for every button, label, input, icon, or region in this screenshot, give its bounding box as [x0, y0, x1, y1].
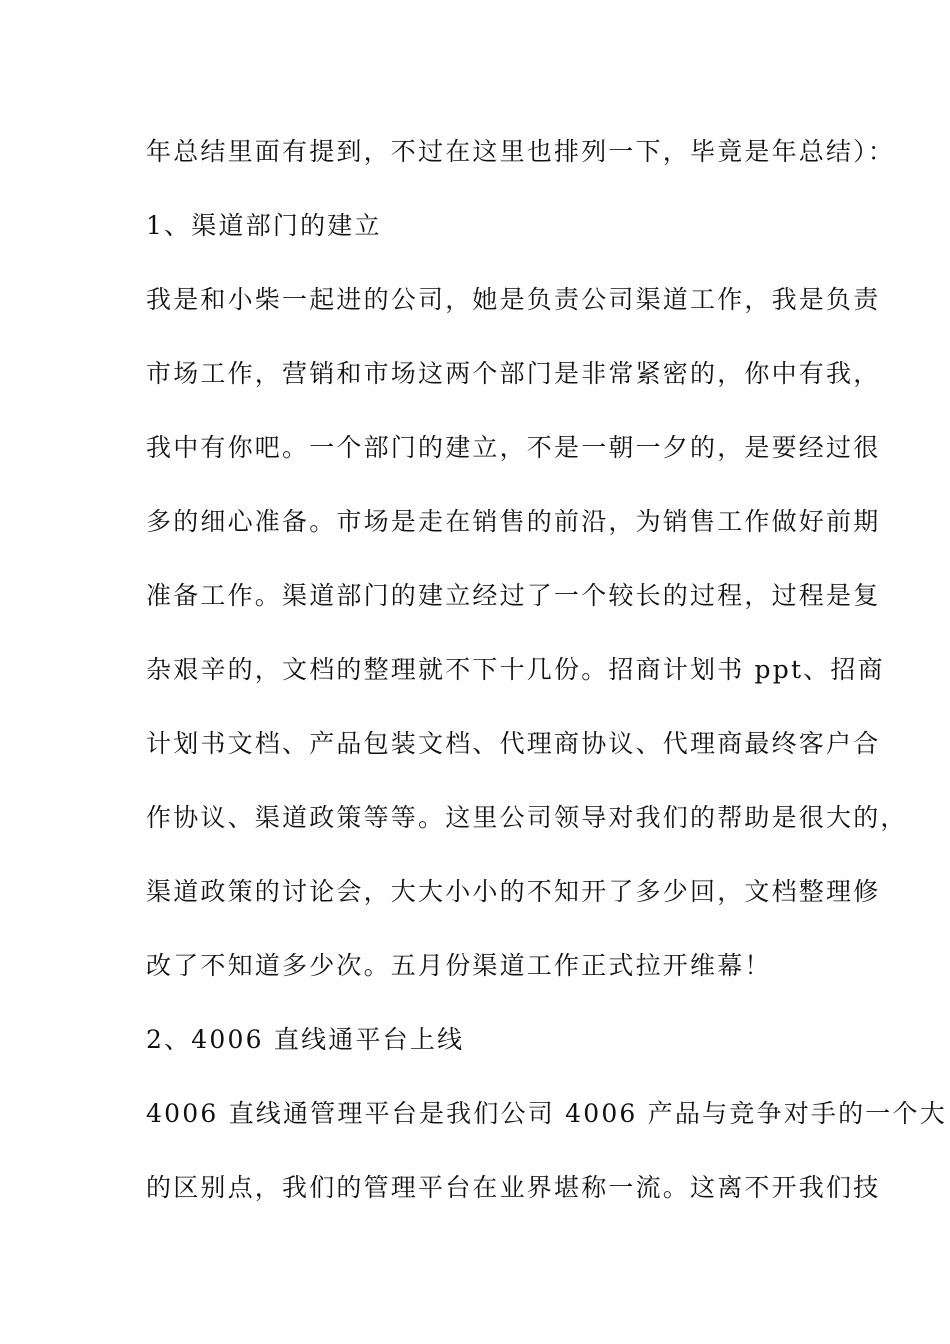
text-line: 渠道政策的讨论会，大大小小的不知开了多少回，文档整理修 — [146, 877, 881, 906]
section-heading: 1、渠道部门的建立 — [146, 211, 382, 240]
text-line: 我是和小柴一起进的公司，她是负责公司渠道工作，我是负责 — [146, 285, 881, 314]
text-line: 的区别点，我们的管理平台在业界堪称一流。这离不开我们技 — [146, 1173, 881, 1202]
text-line: 计划书文档、产品包装文档、代理商协议、代理商最终客户合 — [146, 729, 881, 758]
text-line: 4006 直线通管理平台是我们公司 4006 产品与竞争对手的一个大 — [146, 1099, 947, 1128]
text-line: 杂艰辛的，文档的整理就不下十几份。招商计划书 ppt、招商 — [146, 655, 885, 684]
text-line: 多的细心准备。市场是走在销售的前沿，为销售工作做好前期 — [146, 507, 881, 536]
section-heading: 2、4006 直线通平台上线 — [146, 1025, 465, 1054]
text-line: 准备工作。渠道部门的建立经过了一个较长的过程，过程是复 — [146, 581, 881, 610]
text-line: 作协议、渠道政策等等。这里公司领导对我们的帮助是很大的， — [146, 803, 908, 832]
text-line: 我中有你吧。一个部门的建立，不是一朝一夕的，是要经过很 — [146, 433, 881, 462]
text-line: 年总结里面有提到，不过在这里也排列一下，毕竟是年总结）： — [146, 137, 896, 166]
text-line: 改了不知道多少次。五月份渠道工作正式拉开维幕！ — [146, 951, 772, 980]
text-line: 市场工作，营销和市场这两个部门是非常紧密的，你中有我， — [146, 359, 881, 388]
